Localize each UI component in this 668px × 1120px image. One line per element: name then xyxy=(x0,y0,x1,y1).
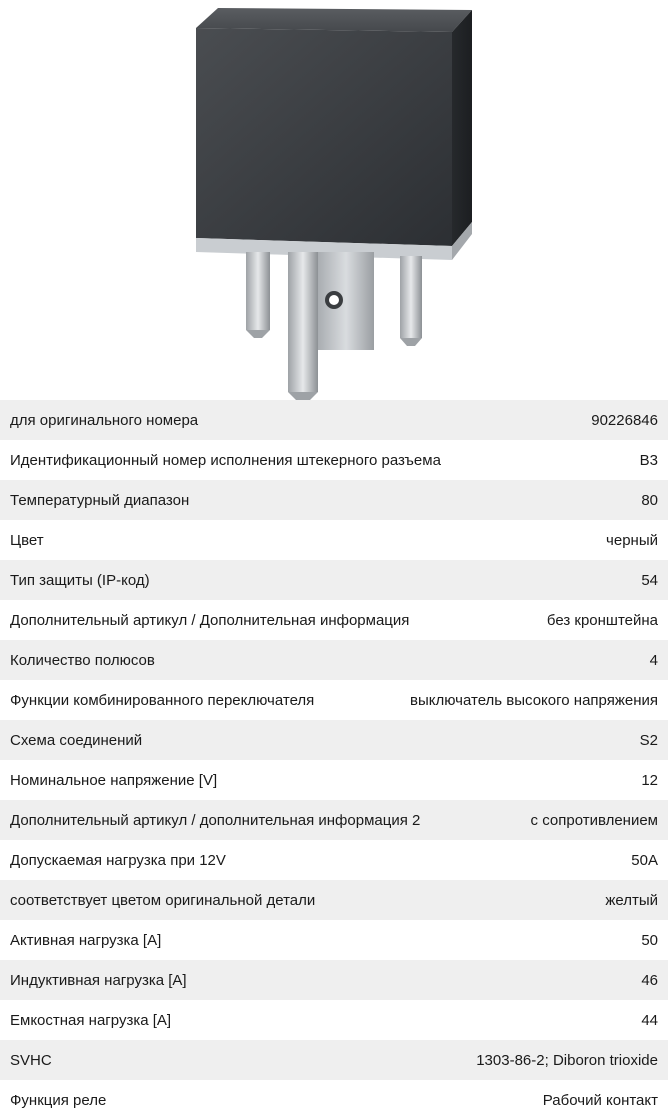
spec-label: Допускаемая нагрузка при 12V xyxy=(10,851,226,869)
table-row xyxy=(0,840,668,880)
spec-label: Номинальное напряжение [V] xyxy=(10,771,218,789)
table-row xyxy=(0,560,668,600)
table-row xyxy=(0,600,668,640)
specs-table xyxy=(0,400,668,1120)
spec-value: выключатель высокого напряжения xyxy=(410,691,658,709)
spec-value: 54 xyxy=(641,571,658,589)
table-row xyxy=(0,520,668,560)
spec-label: Цвет xyxy=(10,531,44,549)
spec-label: Дополнительный артикул / дополнительная информация 2 xyxy=(10,811,421,829)
spec-label: Температурный диапазон xyxy=(10,491,190,509)
spec-value: 4 xyxy=(649,651,658,669)
spec-value: B3 xyxy=(639,451,658,469)
table-row xyxy=(0,400,668,440)
table-row xyxy=(0,480,668,520)
table-row xyxy=(0,960,668,1000)
spec-label: Схема соединений xyxy=(10,731,143,749)
spec-value: 12 xyxy=(641,771,658,789)
spec-value: S2 xyxy=(639,731,658,749)
spec-value: 1303-86-2; Diboron trioxide xyxy=(476,1051,658,1069)
spec-label: Емкостная нагрузка [A] xyxy=(10,1011,172,1029)
spec-value: черный xyxy=(606,531,658,549)
spec-value: 46 xyxy=(641,971,658,989)
spec-label: Функции комбинированного переключателя xyxy=(10,691,315,709)
spec-value: 90226846 xyxy=(591,411,658,429)
table-row xyxy=(0,880,668,920)
spec-label: Дополнительный артикул / Дополнительная информация xyxy=(10,611,410,629)
spec-value: без кронштейна xyxy=(546,611,658,629)
relay-icon xyxy=(0,0,668,400)
spec-label: Идентификационный номер исполнения штекерного разъема xyxy=(10,451,441,469)
spec-value: с сопротивлением xyxy=(530,811,658,829)
spec-label: Активная нагрузка [A] xyxy=(10,931,162,949)
spec-value: 50 xyxy=(641,931,658,949)
spec-label: Индуктивная нагрузка [A] xyxy=(10,971,187,989)
spec-value: Рабочий контакт xyxy=(542,1091,658,1109)
table-row xyxy=(0,720,668,760)
table-row xyxy=(0,800,668,840)
spec-label: Тип защиты (IP-код) xyxy=(10,571,150,589)
spec-value: 80 xyxy=(641,491,658,509)
table-row xyxy=(0,1000,668,1040)
spec-label: для оригинального номера xyxy=(10,411,199,429)
spec-value: 44 xyxy=(641,1011,658,1029)
spec-value: желтый xyxy=(605,891,658,909)
table-row xyxy=(0,920,668,960)
table-row xyxy=(0,440,668,480)
spec-value: 50A xyxy=(631,851,658,869)
spec-label: Количество полюсов xyxy=(10,651,155,669)
table-row xyxy=(0,1080,668,1120)
table-row xyxy=(0,1040,668,1080)
spec-label: соответствует цветом оригинальной детали xyxy=(10,891,316,909)
spec-label: SVHC xyxy=(10,1051,52,1069)
table-row xyxy=(0,640,668,680)
table-row xyxy=(0,680,668,720)
table-row xyxy=(0,760,668,800)
product-image xyxy=(0,0,668,400)
spec-label: Функция реле xyxy=(10,1091,107,1109)
